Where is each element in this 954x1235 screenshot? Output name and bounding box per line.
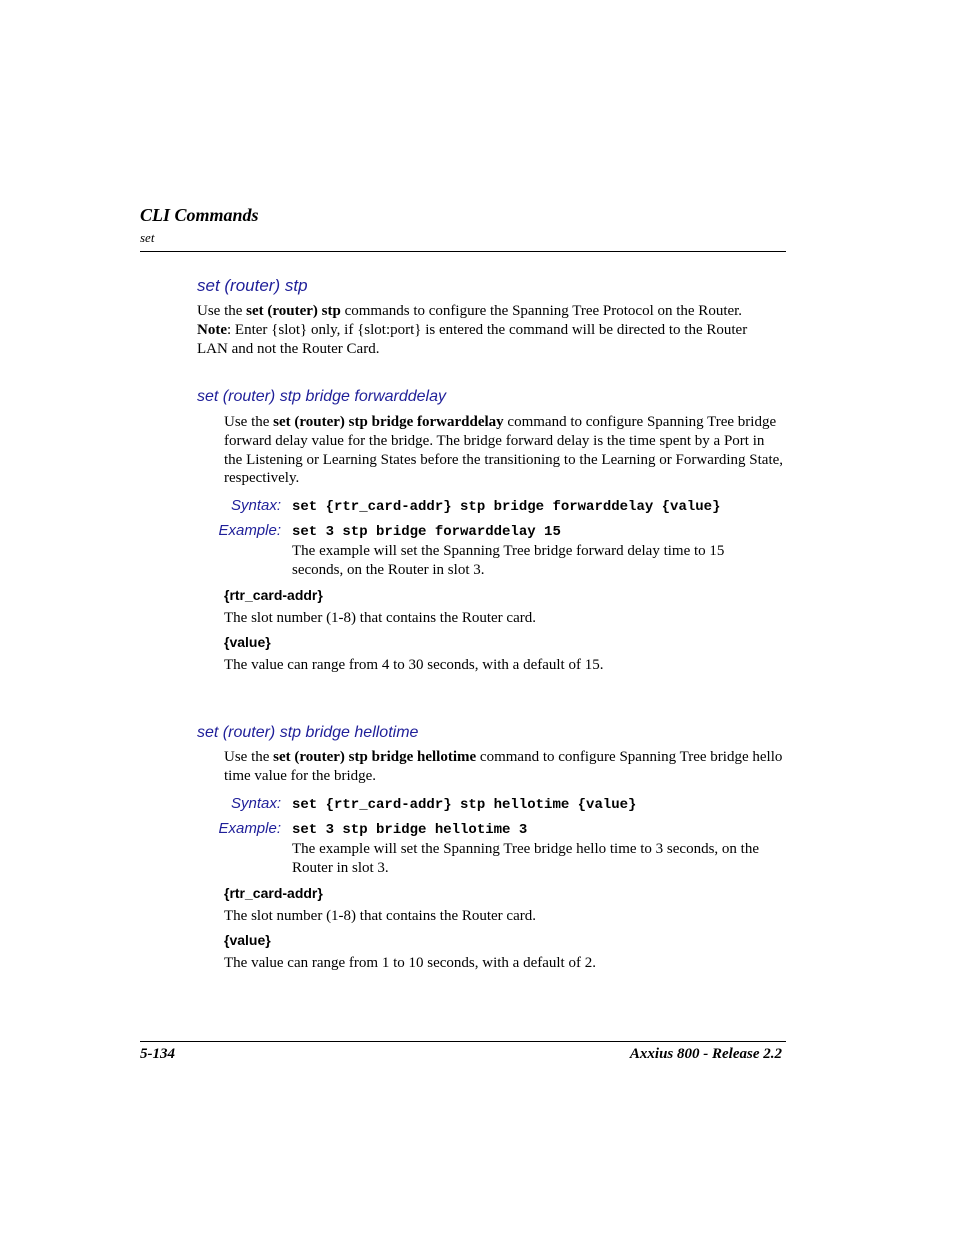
header-rule [140,251,786,252]
note-label: Note [197,321,227,338]
section-subtitle: set [140,230,155,245]
hellotime-desc-pre: Use the [224,749,274,765]
hellotime-param-value: {value} [224,932,271,948]
hellotime-example: set 3 stp bridge hellotime 3 [292,822,528,838]
intro-pre: Use the [197,303,247,319]
forwarddelay-desc-command: set (router) stp bridge forwarddelay [273,414,504,430]
chapter-title: CLI Commands [140,205,259,225]
page-title: set (router) stp [197,276,308,295]
product-release: Axxius 800 - Release 2.2 [629,1046,782,1062]
footer-rule [140,1041,786,1042]
hellotime-heading: set (router) stp bridge hellotime [197,724,419,741]
forwarddelay-example: set 3 stp bridge forwarddelay 15 [292,524,561,540]
forwarddelay-syntax: set {rtr_card-addr} stp bridge forwarddelay {value} [292,499,721,515]
hellotime-syntax: set {rtr_card-addr} stp hellotime {value} [292,797,637,813]
forwarddelay-desc-post: command to configure Spanning Tree bridge forward delay value for the bridge. The bridge forward delay is the time spent by a Port in the Listening or Learning States before the transitioning to the Learning or Forwarding State, respectively. [224,414,784,487]
forwarddelay-desc-pre: Use the [224,414,274,430]
hellotime-desc-command: set (router) stp bridge hellotime [273,749,477,765]
forwarddelay-example-label: Example: [218,522,281,539]
forwarddelay-heading: set (router) stp bridge forwarddelay [197,388,446,405]
forwarddelay-param-rtr-card-addr-desc: The slot number (1-8) that contains the Router card. [224,610,536,626]
hellotime-example-description: The example will set the Spanning Tree bridge hello time to 3 seconds, on the Router in slot 3. [292,841,759,876]
page-number: 5-134 [140,1046,175,1062]
intro-post: commands to configure the Spanning Tree Protocol on the Router. [340,303,743,319]
forwarddelay-param-rtr-card-addr: {rtr_card-addr} [224,587,323,603]
hellotime-desc-post: command to configure Spanning Tree bridge hello time value for the bridge. [224,749,783,784]
hellotime-param-rtr-card-addr: {rtr_card-addr} [224,885,323,901]
hellotime-syntax-label: Syntax: [230,795,281,812]
hellotime-description [224,748,784,786]
forwarddelay-example-description: The example will set the Spanning Tree bridge forward delay time to 15 seconds, on the Router in slot 3. [292,543,725,578]
forwarddelay-description [224,413,784,488]
hellotime-example-label: Example: [218,820,281,837]
hellotime-param-value-desc: The value can range from 1 to 10 seconds, with a default of 2. [224,955,596,971]
forwarddelay-param-value-desc: The value can range from 4 to 30 seconds, with a default of 15. [224,657,604,673]
hellotime-param-rtr-card-addr-desc: The slot number (1-8) that contains the Router card. [224,908,536,924]
note-text: : Enter {slot} only, if {slot:port} is entered the command will be directed to the Router LAN and not the Router Card. [197,321,748,357]
forwarddelay-syntax-label: Syntax: [230,497,281,514]
intro-paragraph [197,302,777,358]
forwarddelay-param-value: {value} [224,634,271,650]
intro-command: set (router) stp [246,303,341,319]
